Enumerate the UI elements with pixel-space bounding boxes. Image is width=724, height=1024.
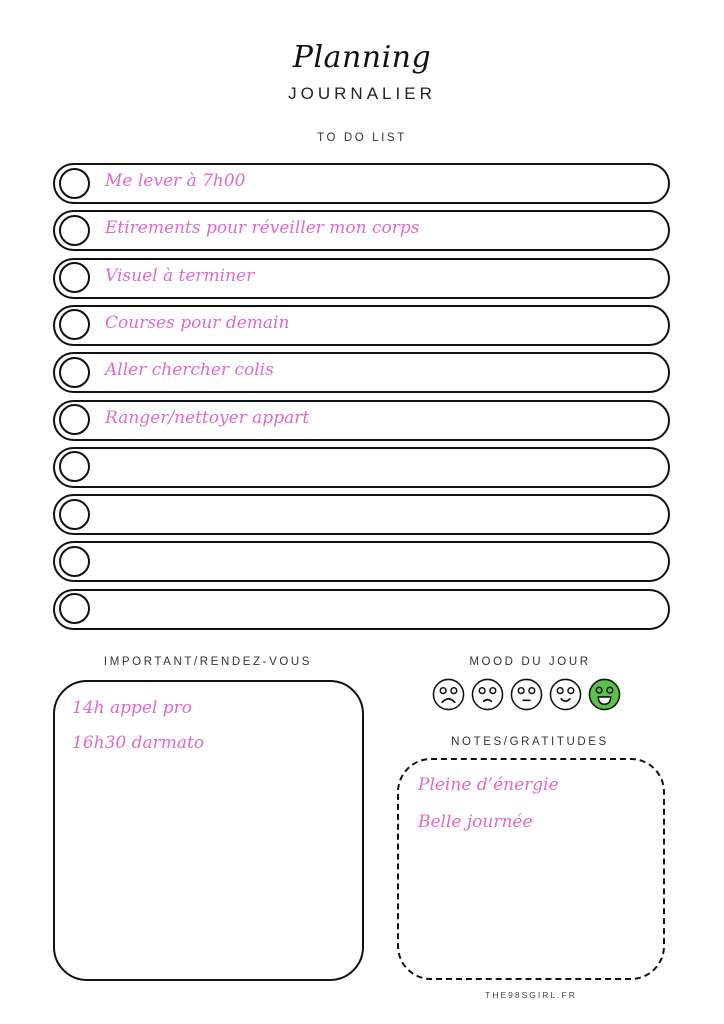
sad-face-icon[interactable]	[471, 678, 504, 711]
page-title: Planning	[292, 40, 432, 75]
checkbox-circle-icon[interactable]	[59, 546, 90, 577]
very-sad-face-icon[interactable]	[432, 678, 465, 711]
important-line: 16h30 darmato	[72, 733, 205, 753]
checkbox-circle-icon[interactable]	[59, 451, 90, 482]
checkbox-circle-icon[interactable]	[59, 593, 90, 624]
todo-row[interactable]	[53, 447, 670, 488]
checkbox-circle-icon[interactable]	[59, 215, 90, 246]
todo-row[interactable]	[53, 305, 670, 346]
important-box[interactable]	[53, 680, 364, 981]
mood-section-label: MOOD DU JOUR	[469, 656, 591, 668]
todo-text[interactable]: Visuel à terminer	[105, 265, 255, 286]
todo-row[interactable]	[53, 352, 670, 393]
todo-row[interactable]	[53, 400, 670, 441]
todo-row[interactable]	[53, 258, 670, 299]
todo-row[interactable]	[53, 163, 670, 204]
todo-text[interactable]: Courses pour demain	[105, 312, 290, 333]
page-subtitle: JOURNALIER	[288, 84, 436, 103]
notes-section-label: NOTES/GRATITUDES	[451, 736, 609, 748]
todo-row[interactable]	[53, 541, 670, 582]
todo-row[interactable]	[53, 494, 670, 535]
todo-text[interactable]: Me lever à 7h00	[105, 171, 246, 191]
checkbox-circle-icon[interactable]	[59, 309, 90, 340]
checkbox-circle-icon[interactable]	[59, 262, 90, 293]
happy-face-icon[interactable]	[549, 678, 582, 711]
todo-row[interactable]	[53, 589, 670, 630]
important-section-label: IMPORTANT/RENDEZ-VOUS	[103, 656, 313, 668]
checkbox-circle-icon[interactable]	[59, 168, 90, 199]
notes-line: Pleine d’énergie	[418, 775, 559, 795]
todo-section-label: TO DO LIST	[317, 132, 407, 144]
todo-text[interactable]: Etirements pour réveiller mon corps	[105, 218, 420, 239]
very-happy-face-icon-selected[interactable]	[588, 678, 621, 711]
checkbox-circle-icon[interactable]	[59, 404, 90, 435]
important-line: 14h appel pro	[72, 698, 193, 718]
footer-credit: THE98SGIRL.FR	[485, 990, 577, 1000]
todo-text[interactable]: Ranger/nettoyer appart	[105, 407, 310, 428]
checkbox-circle-icon[interactable]	[59, 357, 90, 388]
todo-row[interactable]	[53, 210, 670, 251]
mood-selector	[432, 678, 621, 712]
notes-line: Belle journée	[418, 812, 533, 832]
neutral-face-icon[interactable]	[510, 678, 543, 711]
checkbox-circle-icon[interactable]	[59, 499, 90, 530]
todo-text[interactable]: Aller chercher colis	[105, 360, 274, 381]
